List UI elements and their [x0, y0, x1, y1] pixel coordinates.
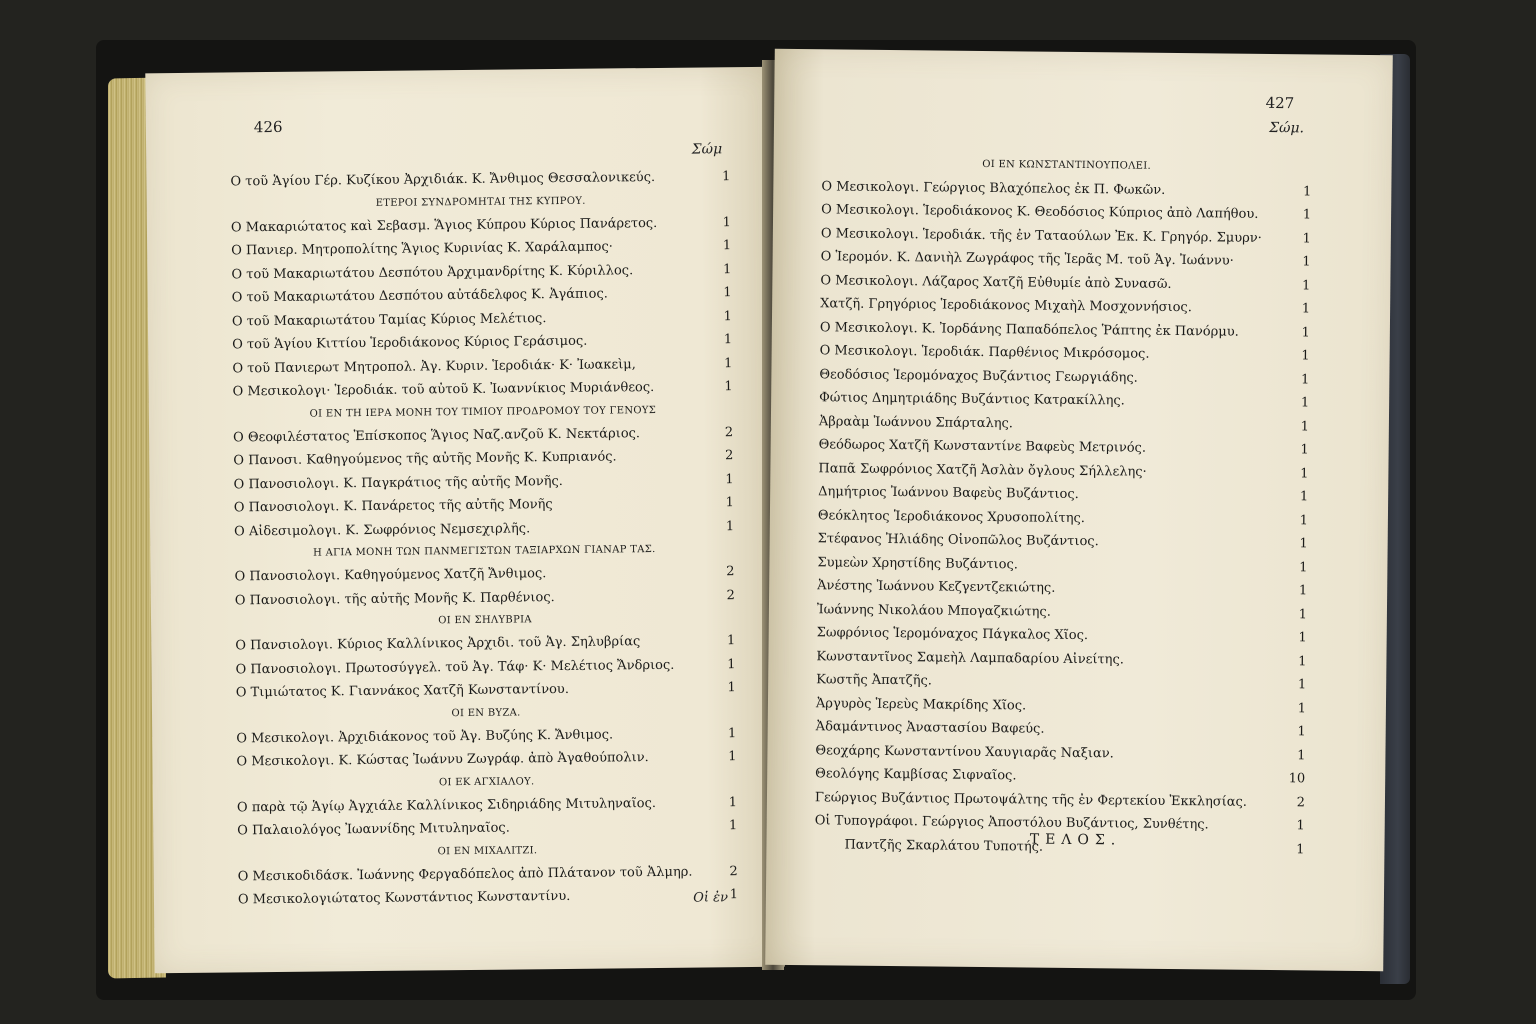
subscriber-name: Ο Πανοσι. Καθηγούμενος τῆς αὐτῆς Μονῆς Κ. Κυπριανός. — [233, 449, 617, 469]
copies-count: 1 — [1300, 395, 1310, 411]
copies-count: 1 — [1297, 747, 1306, 763]
subscriber-name: Θεόκλητος Ἱεροδιάκονος Χρυσοπολίτης. — [817, 507, 1086, 526]
copies-count: 2 — [726, 564, 735, 580]
subscriber-name: Παπᾶ Σωφρόνιος Χατζῆ Ἀσλὰν ὄγλους Σήλλελης· — [818, 460, 1147, 480]
subscriber-name: Ο Αἰδεσιμολογι. Κ. Σωφρόνιος Νεμσεχιρλῆς. — [234, 520, 531, 539]
copies-count: 1 — [1298, 583, 1308, 599]
section-heading-text: ΟΙ ΕΝ ΜΙΧΑΛΙΤΖΙ. — [437, 844, 538, 857]
copies-count: 1 — [1296, 818, 1305, 834]
copies-count: 1 — [724, 379, 733, 395]
page-number: 427 — [1265, 93, 1295, 113]
copies-count: 1 — [722, 169, 731, 185]
subscriber-name: Ἀδαμάντινος Ἀναστασίου Βαφεύς. — [815, 719, 1045, 737]
copies-count: 1 — [725, 471, 734, 487]
subscriber-name: Δημήτριος Ἰωάννου Βαφεὺς Βυζάντιος. — [818, 484, 1079, 502]
copies-count: 1 — [727, 656, 736, 672]
subscriber-name: Ο παρὰ τῷ Ἁγίῳ Ἀγχιάλε Καλλίνικος Σιδηριάδης Μιτυληναῖος. — [236, 795, 657, 815]
catchword: Οἱ ἐν — [693, 890, 729, 906]
copies-count: 1 — [1302, 207, 1312, 223]
copies-count: 1 — [1299, 536, 1308, 552]
copies-count: 1 — [724, 355, 733, 371]
copies-count: 2 — [726, 587, 735, 603]
copies-count: 1 — [723, 308, 732, 324]
copies-count: 1 — [1301, 324, 1310, 340]
copies-count: 1 — [1298, 653, 1307, 669]
copies-count: 1 — [1302, 230, 1311, 246]
subscriber-name: Ο Μεσικολογι. Ἱεροδιάκονος Κ. Θεοδόσιος Κύπριος ἀπὸ Λαπήθου. — [821, 202, 1259, 222]
copies-count: 1 — [1299, 512, 1308, 528]
copies-count: 1 — [1298, 606, 1307, 622]
copies-count: 1 — [1302, 277, 1311, 293]
right-page — [765, 49, 1393, 971]
section-heading-text: ΟΙ ΕΚ ΑΓΧΙΑΛΟΥ. — [438, 775, 535, 788]
copies-count: 1 — [1297, 677, 1307, 693]
subscriber-name: Ο Μεσικολογι. Κ. Ἰορδάνης Παπαδόπελος Ῥάπτης ἐκ Πανόρμυ. — [819, 319, 1239, 340]
subscriber-name: Ἀργυρὸς Ἱερεὺς Μακρίδης Χῖος. — [815, 695, 1027, 713]
copies-count: 1 — [728, 794, 738, 810]
subscriber-name: Ἰωάννης Νικολάου Μπογαζκιώτης. — [816, 601, 1051, 620]
subscriber-name: Ο Παλαιολόγος Ἰωαννίδης Μιτυληναῖος. — [237, 820, 510, 839]
subscriber-name: Ο Μεσικολογιώτατος Κωνστάντιος Κωνσταντίνυ. — [237, 888, 571, 908]
column-header: Σώμ. — [1269, 119, 1305, 137]
copies-count: 1 — [723, 261, 732, 277]
subscriber-name: Συμεὼν Χρηστίδης Βυζάντιος. — [817, 554, 1019, 572]
copies-count: 1 — [728, 749, 737, 765]
copies-count: 1 — [1301, 348, 1310, 364]
copies-count: 1 — [1298, 630, 1307, 646]
left-page — [145, 67, 784, 974]
subscriber-name: Ο Πανσιολογι. Κύριος Καλλίνικος Ἀρχιδι. τοῦ Ἀγ. Σηλυβρίας — [235, 634, 641, 654]
subscriber-name: Ο Μακαριώτατος καὶ Σεβασμ. Ἅγιος Κύπρου Κύριος Πανάρετος. — [230, 215, 658, 235]
subscriber-name: Ο Μεσικολογι. Ἱεροδιάκ. τῆς ἐν Ταταούλων Ἐκ. Κ. Γρηγόρ. Σμυρν· — [820, 225, 1262, 246]
column-header: Σώμ — [691, 141, 723, 158]
copies-count: 1 — [1296, 841, 1305, 857]
copies-count: 1 — [723, 285, 732, 301]
copies-count: 2 — [724, 424, 734, 440]
subscriber-name: Γεώργιος Βυζάντιος Πρωτοψάλτης τῆς ἐν Φερτεκίου Ἐκκλησίας. — [814, 789, 1248, 810]
list-item — [238, 883, 738, 912]
section-heading-text: ΟΙ ΕΝ ΣΗΛΥΒΡΙΑ — [438, 614, 532, 627]
copies-count: 1 — [1300, 465, 1309, 481]
subscriber-name: Ο τοῦ Ἁγίου Γέρ. Κυζίκου Ἀρχιδιάκ. Κ. Ἄνθιμος Θεσσαλονικεύς. — [230, 169, 656, 190]
copies-count: 1 — [1301, 301, 1311, 317]
subscriber-name: Ο Πανοσιολογι. Καθηγούμενος Χατζῆ Ἄνθιμος. — [234, 566, 547, 585]
copies-count: 10 — [1288, 771, 1306, 787]
subscriber-name: Ο τοῦ Μακαριωτάτου Δεσπότου αὐτάδελφος Κ. Ἀγάπιος. — [231, 286, 608, 306]
copies-count: 1 — [1302, 254, 1311, 270]
subscriber-name: Θεόδωρος Χατζῆ Κωνσταντίνε Βαφεὺς Μετρινός. — [818, 437, 1147, 456]
subscriber-name: Ο Μεσικολογι. Λάζαρος Χατζῆ Εὐθυμίε ἀπὸ Συνασῶ. — [820, 272, 1172, 292]
subscriber-name: Χατζῆ. Γρηγόριος Ἱεροδιάκονος Μιχαὴλ Μοσχοννήσιος. — [820, 296, 1192, 316]
copies-count: 1 — [1299, 489, 1309, 505]
copies-count: 1 — [1297, 724, 1306, 740]
subscriber-name: Σωφρόνιος Ἱερομόναχος Πάγκαλος Χῖος. — [816, 625, 1089, 644]
page-number: 426 — [253, 117, 283, 137]
subscriber-name: Ο Πανοσιολογι. τῆς αὐτῆς Μονῆς Κ. Παρθένιος. — [234, 589, 555, 608]
subscriber-name: Παντζῆς Σκαρλάτου Τυποτής. — [844, 837, 1044, 855]
subscriber-name: Κωνσταντῖνος Σαμεὴλ Λαμπαδαρίου Αἰνείτης. — [816, 648, 1124, 667]
subscriber-name: Ο Ἱερομόν. Κ. Δανιὴλ Ζωγράφος τῆς Ἱερᾶς Μ. τοῦ Ἀγ. Ἰωάννυ· — [820, 249, 1234, 269]
copies-count: 2 — [729, 863, 738, 879]
copies-count: 1 — [729, 887, 739, 903]
subscriber-list — [230, 165, 738, 912]
section-heading-text: ΟΙ ΕΝ ΒΥΖΑ. — [451, 706, 521, 719]
copies-count: 1 — [727, 725, 737, 741]
copies-count: 2 — [724, 448, 734, 464]
subscriber-name: Στέφανος Ἠλιάδης Οἰνοπῶλος Βυζάντιος. — [817, 531, 1099, 550]
copies-count: 1 — [722, 214, 731, 230]
subscriber-name: Φώτιος Δημητριάδης Βυζάντιος Κατρακίλλης. — [819, 390, 1125, 409]
copies-count: 1 — [1299, 559, 1308, 575]
subscriber-name: Ο Μεσικολογι. Ἀρχιδιάκονος τοῦ Ἀγ. Βυζύης Κ. Ἄνθιμος. — [236, 726, 614, 746]
subscriber-name: Ο τοῦ Μακαριωτάτου Δεσπότου Ἀρχιμανδρίτης Κ. Κύριλλος. — [231, 262, 634, 282]
copies-count: 1 — [728, 818, 738, 834]
subscriber-name: Οἱ Τυπογράφοι. Γεώργιος Ἀποστόλου Βυζάντιος, Συνθέτης. — [814, 813, 1209, 833]
subscriber-name: Ο Μεσικολογι. Κ. Κώστας Ἰωάννυ Ζωγράφ. ἀπὸ Ἀγαθούπολιν. — [236, 750, 649, 770]
subscriber-name: Ἀβραὰμ Ἰωάννου Σπάρταλης. — [818, 413, 1014, 431]
subscriber-name: Θεολόγης Καμβίσας Σιφναῖος. — [815, 766, 1017, 784]
subscriber-name: Ο τοῦ Μακαριωτάτου Ταμίας Κύριος Μελέτιος. — [231, 310, 547, 329]
subscriber-name: Ο Μεσικολογι. Γεώργιος Βλαχόπελος ἐκ Π. Φωκῶν. — [821, 178, 1166, 198]
subscriber-list — [814, 151, 1311, 861]
subscriber-name: Ο Θεοφιλέστατος Ἐπίσκοπος Ἅγιος Ναζ.ανζοῦ Κ. Νεκτάριος. — [233, 425, 641, 445]
copies-count: 2 — [1296, 794, 1306, 810]
copies-count: 1 — [1297, 700, 1307, 716]
copies-count: 1 — [727, 680, 736, 696]
subscriber-name: Ο Πανοσιολογι. Κ. Παγκράτιος τῆς αὐτῆς Μονῆς. — [233, 473, 563, 492]
section-heading-text: ΟΙ ΕΝ ΚΩΝΣΤΑΝΤΙΝΟΥΠΟΛΕΙ. — [982, 158, 1152, 172]
subscriber-name: Ἀνέστης Ἰωάννου Κεζγεντζεκιώτης. — [817, 578, 1056, 596]
subscriber-name: Ο τοῦ Πανιερωτ Μητροπολ. Ἀγ. Κυριν. Ἱεροδιάκ· Κ· Ἰωακεὶμ, — [232, 356, 636, 376]
copies-count: 1 — [725, 518, 735, 534]
subscriber-name: Θεοχάρης Κωνσταντίνου Χαυγιαρᾶς Ναξιαν. — [815, 742, 1114, 761]
end-mark: ΤΕΛΟΣ. — [1029, 831, 1122, 849]
subscriber-name: Ο τοῦ Ἁγίου Κιττίου Ἱεροδιάκονος Κύριος Γεράσιμος. — [232, 333, 588, 353]
section-heading-text: ΕΤΕΡΟΙ ΣΥΝΔΡΟΜΗΤΑΙ ΤΗΣ ΚΥΠΡΟΥ. — [375, 195, 586, 209]
subscriber-name: Ο Πανοσιολογι. Πρωτοσύγγελ. τοῦ Ἀγ. Τάφ· Κ· Μελέτιος Ἄνδριος. — [235, 657, 675, 677]
subscriber-name: Ο Μεσικολογι· Ἱεροδιάκ. τοῦ αὐτοῦ Κ. Ἰωαννίκιος Μυριάνθεος. — [232, 380, 655, 400]
subscriber-name: Ο Πανιερ. Μητροπολίτης Ἅγιος Κυρινίας Κ. Χαράλαμπος· — [231, 239, 613, 259]
copies-count: 1 — [1300, 442, 1309, 458]
subscriber-name: Ο Μεσικοδιδάσκ. Ἰωάννης Φεργαδόπελος ἀπὸ Πλάτανον τοῦ Ἀλμηρ. — [237, 864, 693, 884]
subscriber-name: Ο Μεσικολογι. Ἱεροδιάκ. Παρθένιος Μικρόσομος. — [819, 343, 1150, 362]
copies-count: 1 — [725, 495, 734, 511]
copies-count: 1 — [723, 332, 733, 348]
section-heading-text: Η ΑΓΙΑ ΜΟΝΗ ΤΩΝ ΠΑΝΜΕΓΙΣΤΩΝ ΤΑΞΙΑΡΧΩΝ ΓΙΑΝΑΡ ΤΑΣ. — [313, 544, 656, 559]
subscriber-name: Ο Τιμιώτατος Κ. Γιαννάκος Χατζῆ Κωνσταντίνου. — [235, 681, 569, 701]
subscriber-name: Θεοδόσιος Ἱερομόναχος Βυζάντιος Γεωργιάδης. — [819, 366, 1138, 386]
subscriber-name: Ο Πανοσιολογι. Κ. Πανάρετος τῆς αὐτῆς Μονῆς — [233, 497, 553, 516]
copies-count: 1 — [1300, 418, 1309, 434]
copies-count: 1 — [1301, 371, 1310, 387]
section-heading-text: ΟΙ ΕΝ ΤΗ ΙΕΡΑ ΜΟΝΗ ΤΟΥ ΤΙΜΙΟΥ ΠΡΟΔΡΟΜΟΥ ΤΟΥ ΓΕΝΟΥΣ — [309, 404, 657, 420]
copies-count: 1 — [726, 633, 736, 649]
copies-count: 1 — [1302, 183, 1312, 199]
copies-count: 1 — [722, 238, 732, 254]
subscriber-name: Κωστῆς Ἀπατζῆς. — [816, 672, 933, 689]
